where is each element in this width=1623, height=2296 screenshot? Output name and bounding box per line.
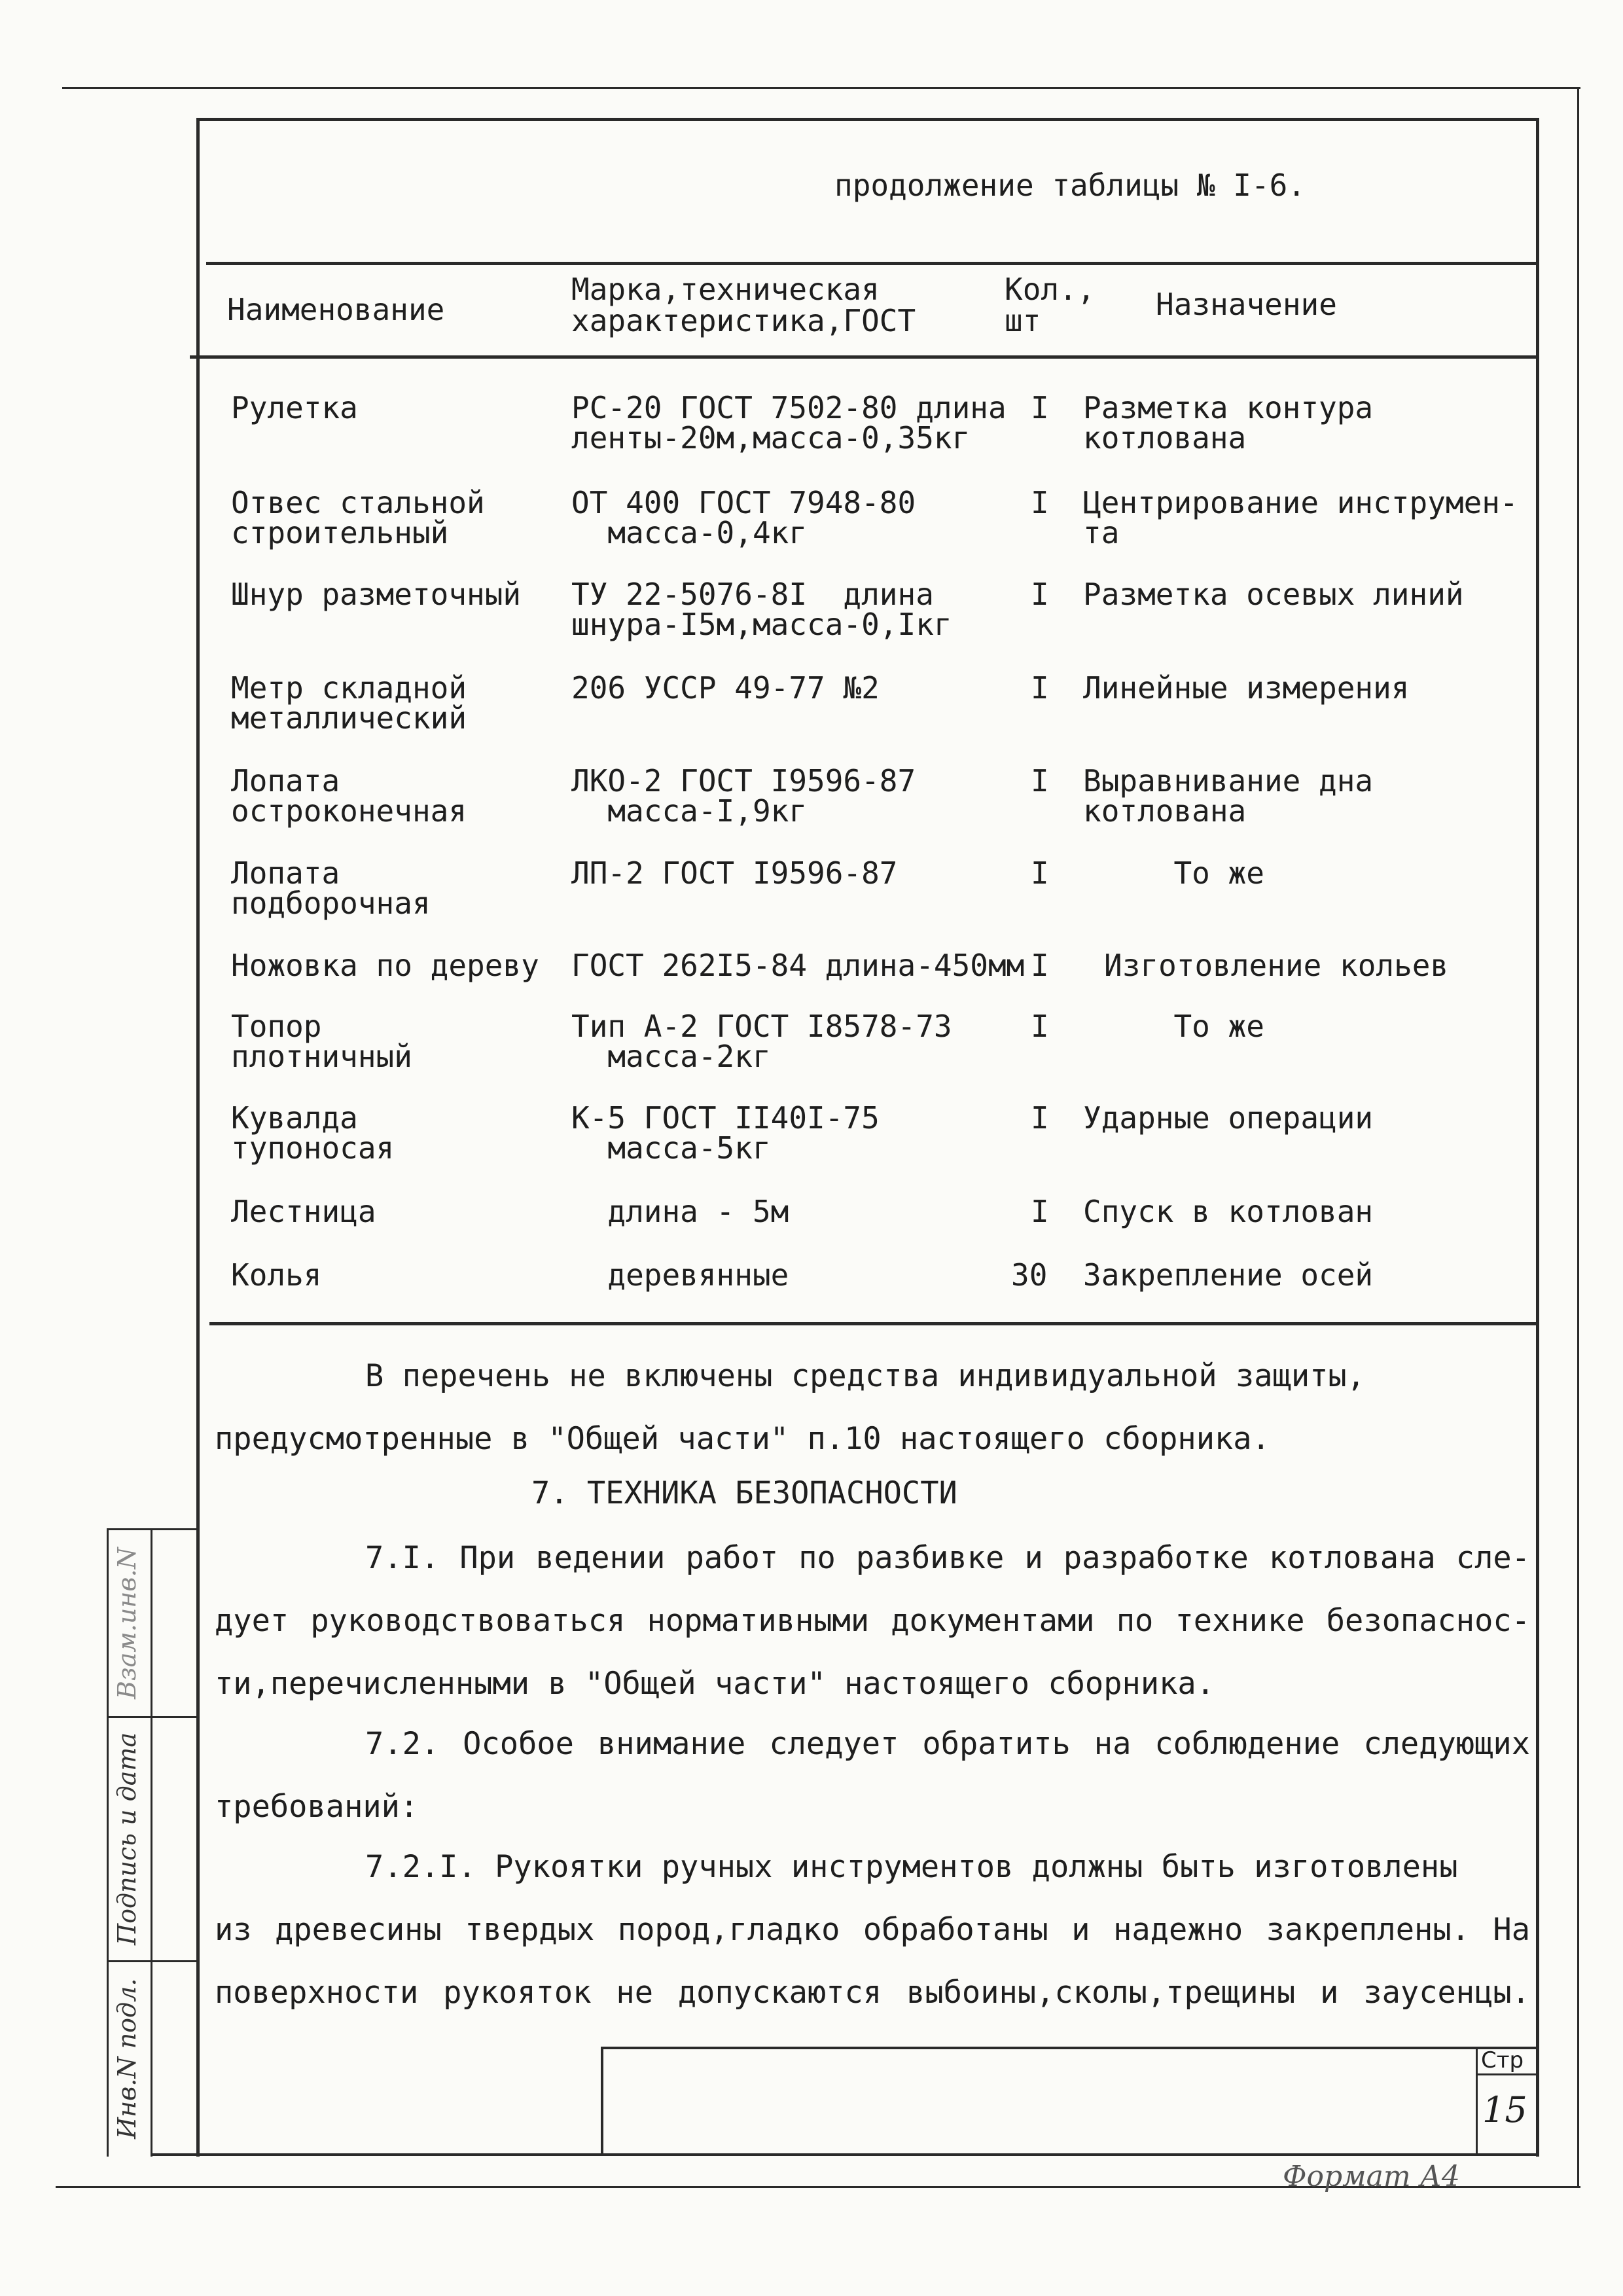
col-header-qty: Кол., шт bbox=[1005, 272, 1096, 338]
cell-purpose: Спуск в котлован bbox=[1083, 1194, 1374, 1229]
cell-qty: I bbox=[1031, 1100, 1049, 1136]
frame-right bbox=[1536, 118, 1539, 2157]
col-header-spec: Марка,техническая характеристика,ГОСТ bbox=[571, 272, 916, 338]
exclusion-note bbox=[215, 1345, 1530, 1471]
col-header-purpose: Назначение bbox=[1156, 287, 1337, 322]
cell-qty: 30 bbox=[1011, 1257, 1048, 1293]
cell-spec: Тип А-2 ГОСТ I8578-73 масса-2кг bbox=[571, 1009, 952, 1074]
cell-purpose: Разметка осевых линий bbox=[1083, 577, 1464, 612]
col-header-name: Наименование bbox=[227, 292, 445, 327]
clause-7-2-1 bbox=[215, 1836, 1530, 2024]
cell-spec: 206 УССР 49-77 №2 bbox=[571, 670, 880, 706]
stamp-inv-no: Инв.N подл. bbox=[113, 1978, 141, 2139]
clause-7-2 bbox=[215, 1713, 1530, 1839]
cell-name: Метр складной металлический bbox=[231, 670, 467, 736]
stamp-outer-left bbox=[107, 1528, 109, 2157]
cell-spec: ЛКО-2 ГОСТ I9596-87 масса-I,9кг bbox=[571, 763, 916, 829]
clause-7-2-1-line-3: поверхности рукояток не допускаются выбоины,сколы,трещины и заусенцы. bbox=[215, 1975, 1530, 2011]
cell-name: Колья bbox=[231, 1257, 322, 1293]
page-box-sep bbox=[1476, 2073, 1538, 2075]
cell-qty: I bbox=[1031, 485, 1049, 520]
page-box-left bbox=[1476, 2047, 1478, 2155]
title-block-left bbox=[601, 2047, 603, 2155]
cell-qty: I bbox=[1031, 855, 1049, 891]
clause-7-1-line-1: 7.I. При ведении работ по разбивке и разработке котлована сле- bbox=[365, 1540, 1530, 1576]
stamp-sep-2 bbox=[107, 1960, 198, 1962]
cell-purpose: Ударные операции bbox=[1083, 1100, 1374, 1136]
cell-purpose: Закрепление осей bbox=[1083, 1257, 1374, 1293]
frame-bottom bbox=[151, 2153, 1539, 2156]
cell-qty: I bbox=[1031, 1009, 1049, 1044]
cell-qty: I bbox=[1031, 390, 1049, 425]
cell-name: Отвес стальной строительный bbox=[231, 485, 485, 550]
cell-qty: I bbox=[1031, 763, 1049, 798]
cell-purpose: Центрирование инструмен- та bbox=[1083, 485, 1518, 550]
cell-purpose: Изготовление кольев bbox=[1104, 948, 1449, 983]
cell-purpose: То же bbox=[1083, 1009, 1264, 1044]
cell-name: Кувалда тупоносая bbox=[231, 1100, 395, 1166]
cell-purpose: Линейные измерения bbox=[1083, 670, 1410, 706]
format-label: Формат А4 bbox=[1283, 2160, 1460, 2193]
cell-purpose: То же bbox=[1083, 855, 1264, 891]
cell-name: Лопата остроконечная bbox=[231, 763, 467, 829]
outer-right-edge bbox=[1577, 87, 1579, 2188]
cell-spec: деревянные bbox=[571, 1257, 789, 1293]
frame-top bbox=[196, 118, 1539, 121]
table-bottom-rule bbox=[209, 1322, 1538, 1325]
cell-spec: ОТ 400 ГОСТ 7948-80 масса-0,4кг bbox=[571, 485, 916, 550]
page-number: 15 bbox=[1482, 2089, 1527, 2130]
stamp-sign-date: Подпись и дата bbox=[113, 1732, 141, 1946]
cell-spec: РС-20 ГОСТ 7502-80 длина ленты-20м,масса-0,35кг bbox=[571, 390, 1007, 456]
cell-spec: длина - 5м bbox=[571, 1194, 789, 1229]
cell-spec: К-5 ГОСТ II40I-75 масса-5кг bbox=[571, 1100, 880, 1166]
clause-7-1-line-2: дует руководствоваться нормативными документами по технике безопаснос- bbox=[215, 1603, 1530, 1639]
clause-7-2-1-line-1: 7.2.I. Рукоятки ручных инструментов должны быть изготовлены bbox=[365, 1849, 1458, 1885]
clause-7-2-1-line-2: из древесины твердых пород,гладко обработаны и надежно закреплены. На bbox=[215, 1912, 1530, 1948]
cell-spec: ГОСТ 262I5-84 длина-450мм bbox=[571, 948, 1025, 983]
cell-qty: I bbox=[1031, 948, 1049, 983]
cell-qty: I bbox=[1031, 1194, 1049, 1229]
note-line-2: предусмотренные в "Общей части" п.10 настоящего сборника. bbox=[215, 1421, 1270, 1457]
stamp-sep-1 bbox=[107, 1716, 198, 1718]
clause-7-2-line-1: 7.2. Особое внимание следует обратить на соблюдение следующих bbox=[365, 1726, 1530, 1762]
title-block-top bbox=[601, 2047, 1538, 2049]
cell-name: Лестница bbox=[231, 1194, 376, 1229]
clause-7-1 bbox=[215, 1527, 1530, 1715]
stamp-top bbox=[107, 1528, 198, 1530]
cell-spec: ТУ 22-5076-8I длина шнура-I5м,масса-0,Iкг bbox=[571, 577, 952, 642]
cell-qty: I bbox=[1031, 577, 1049, 612]
cell-name: Шнур разметочный bbox=[231, 577, 522, 612]
table-header-rule bbox=[190, 355, 1538, 359]
frame-left bbox=[196, 118, 200, 2157]
clause-7-2-line-2: требований: bbox=[215, 1789, 419, 1825]
section-title: 7. ТЕХНИКА БЕЗОПАСНОСТИ bbox=[531, 1475, 957, 1511]
clause-7-1-line-3: ти,перечисленными в "Общей части" настоящего сборника. bbox=[215, 1666, 1215, 1702]
cell-spec: ЛП-2 ГОСТ I9596-87 bbox=[571, 855, 898, 891]
cell-purpose: Разметка контура котлована bbox=[1083, 390, 1374, 456]
stamp-divider bbox=[151, 1528, 152, 2157]
table-top-rule bbox=[206, 262, 1538, 265]
cell-name: Ножовка по дереву bbox=[231, 948, 539, 983]
page-label: Стр bbox=[1481, 2047, 1524, 2073]
cell-qty: I bbox=[1031, 670, 1049, 706]
top-edge-line bbox=[62, 87, 1580, 89]
cell-purpose: Выравнивание дна котлована bbox=[1083, 763, 1374, 829]
cell-name: Топор плотничный bbox=[231, 1009, 412, 1074]
table-continuation-caption: продолжение таблицы № I-6. bbox=[834, 168, 1306, 203]
stamp-replace-inv: Взам.инв.N bbox=[113, 1547, 141, 1699]
cell-name: Рулетка bbox=[231, 390, 358, 425]
cell-name: Лопата подборочная bbox=[231, 855, 431, 921]
note-line-1: В перечень не включены средства индивидуальной защиты, bbox=[365, 1358, 1366, 1394]
